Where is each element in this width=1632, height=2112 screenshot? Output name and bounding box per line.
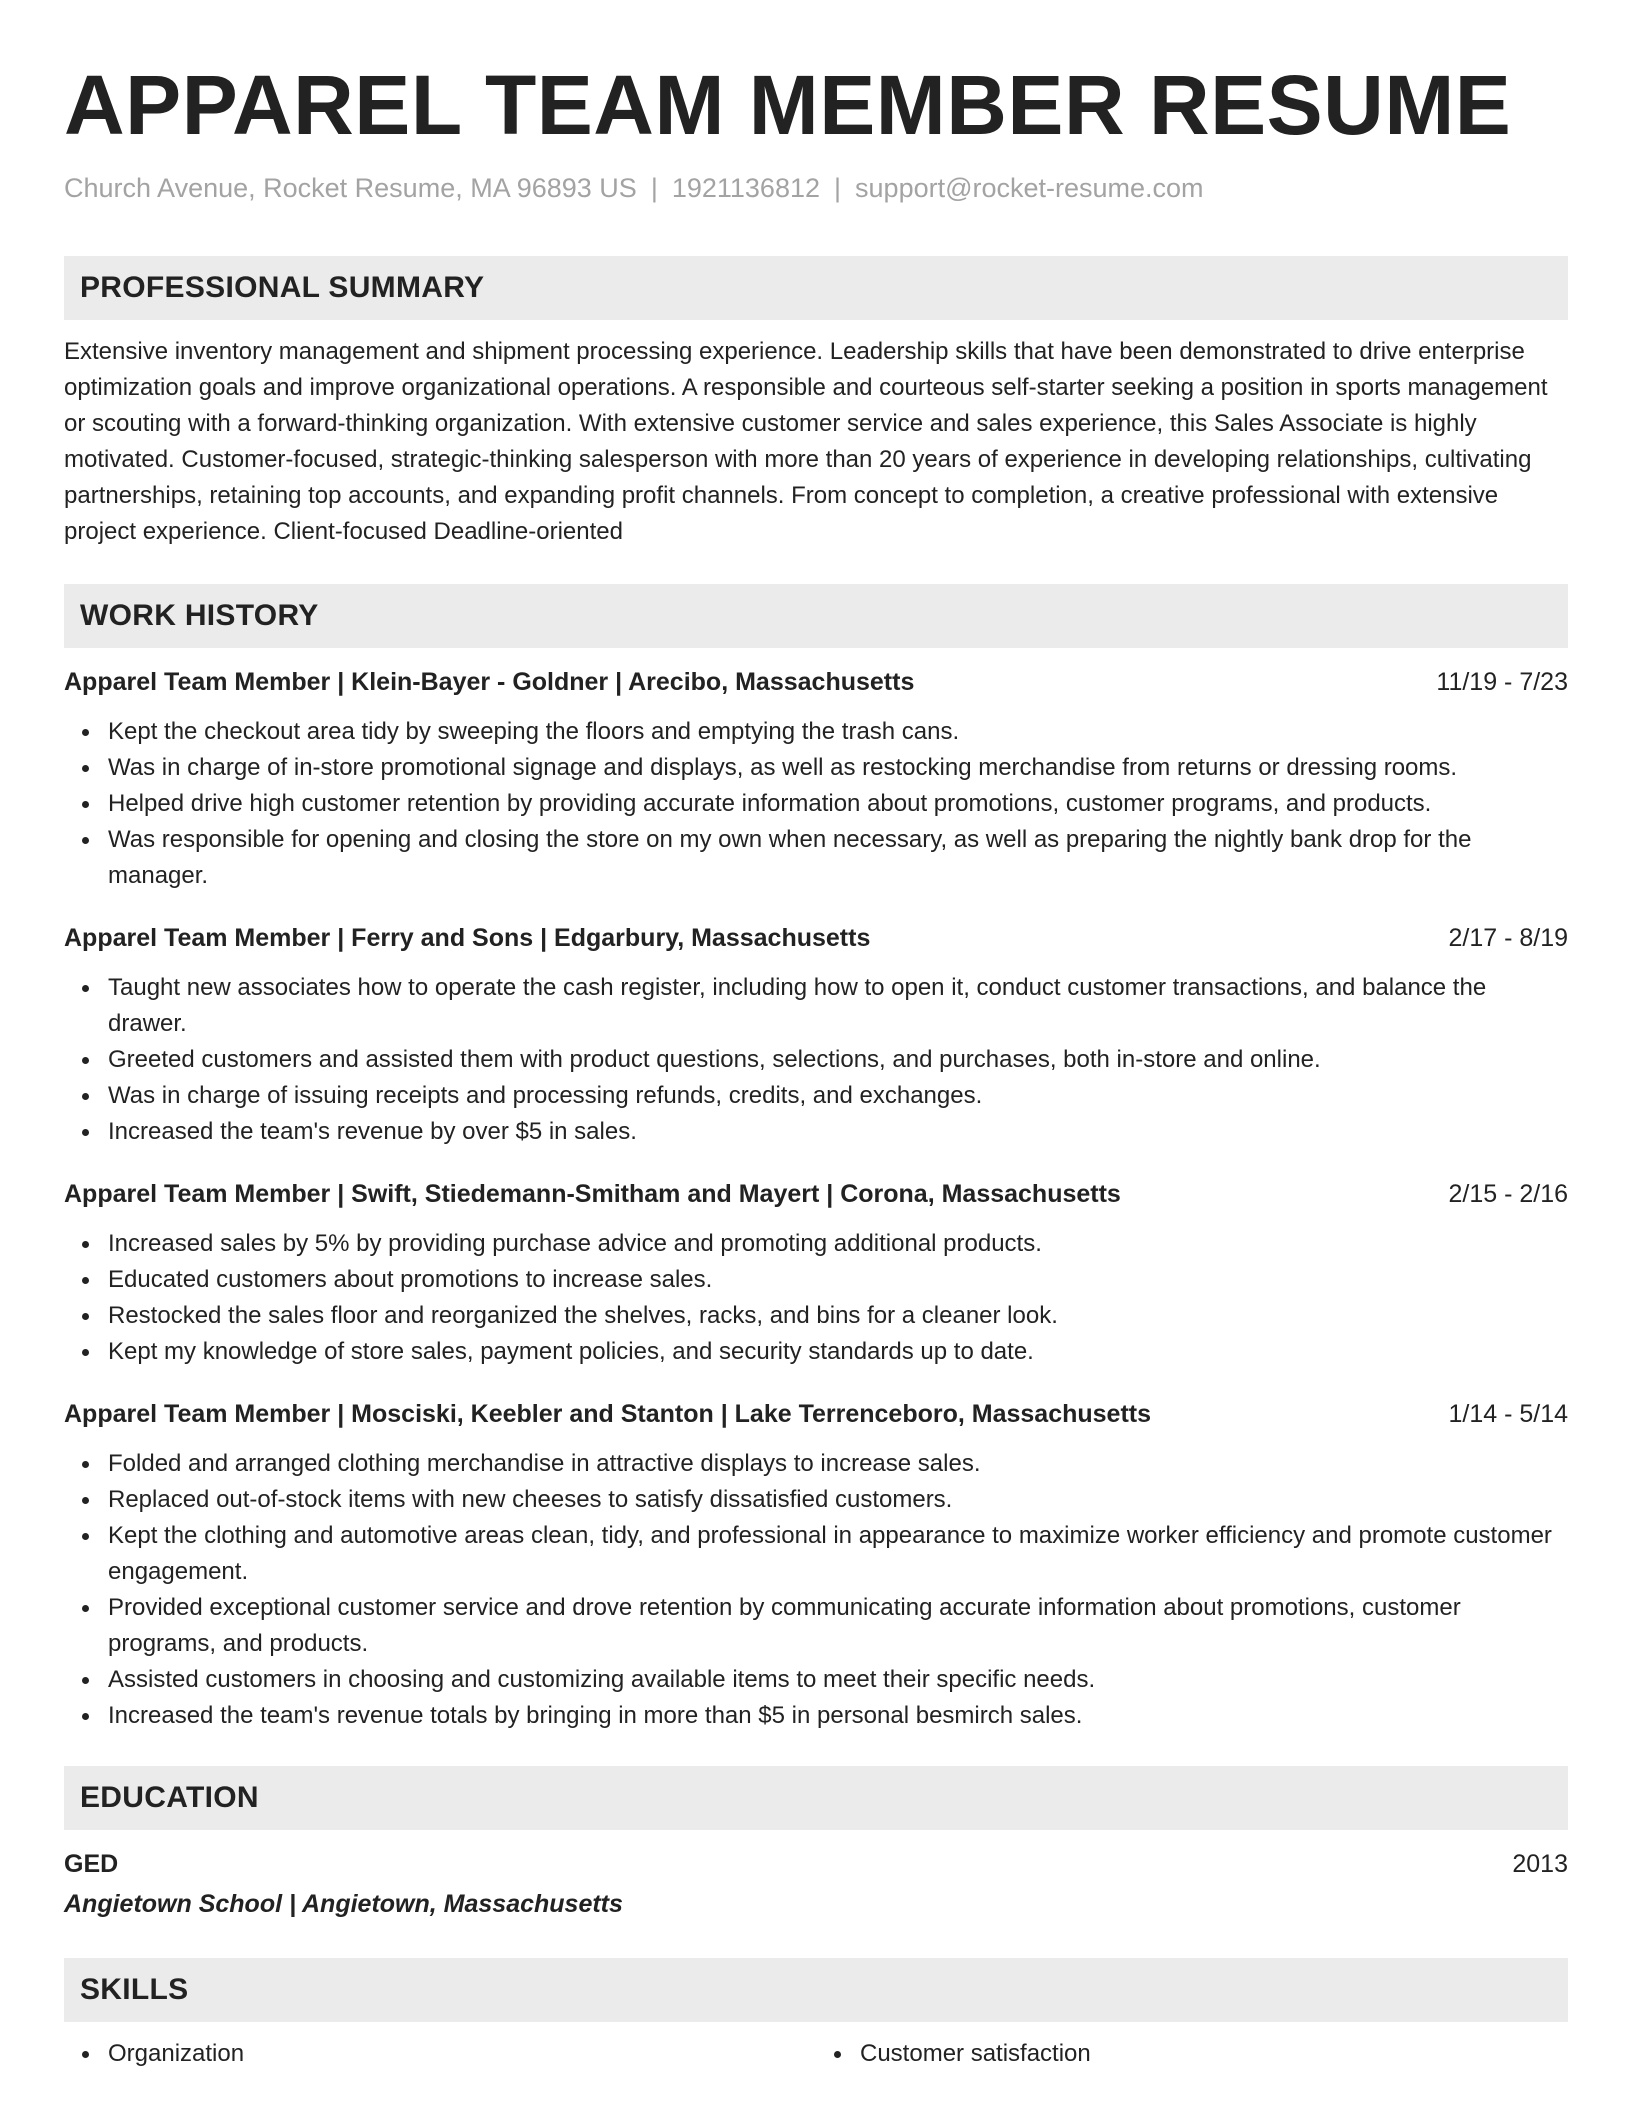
job-bullet: Replaced out-of-stock items with new cheeses to satisfy dissatisfied customers. xyxy=(108,1482,1568,1518)
education-entry xyxy=(64,1846,1568,1882)
skill-item: Organization xyxy=(108,2036,816,2072)
job-header xyxy=(64,920,1568,956)
job-title: Apparel Team Member | Swift, Stiedemann-Smitham and Mayert | Corona, Massachusetts xyxy=(64,1180,1121,1208)
contact-separator: | xyxy=(834,173,842,203)
job-bullet: Was in charge of in-store promotional signage and displays, as well as restocking merchandise from returns or dressing rooms. xyxy=(108,750,1568,786)
job-entry xyxy=(64,1396,1568,1734)
resume-title: APPAREL TEAM MEMBER RESUME xyxy=(64,58,1512,152)
job-dates: 11/19 - 7/23 xyxy=(1436,668,1568,696)
contact-phone: 1921136812 xyxy=(671,173,821,203)
skills-list xyxy=(816,2036,1568,2072)
skills-grid xyxy=(64,2036,1568,2072)
skills-column-left xyxy=(64,2036,816,2072)
contact-separator: | xyxy=(650,173,658,203)
education-degree: GED xyxy=(64,1850,119,1878)
job-bullet: Assisted customers in choosing and customizing available items to meet their specific needs. xyxy=(108,1662,1568,1698)
job-title: Apparel Team Member | Mosciski, Keebler and Stanton | Lake Terrenceboro, Massachusetts xyxy=(64,1400,1152,1428)
job-bullet: Increased the team's revenue totals by bringing in more than $5 in personal besmirch sales. xyxy=(108,1698,1568,1734)
job-bullet-list xyxy=(64,1226,1568,1370)
contact-email: support@rocket-resume.com xyxy=(855,173,1204,203)
job-bullet: Kept the checkout area tidy by sweeping the floors and emptying the trash cans. xyxy=(108,714,1568,750)
education-school: Angietown School | Angietown, Massachusetts xyxy=(64,1890,623,1918)
job-entry xyxy=(64,920,1568,1150)
job-bullet: Kept my knowledge of store sales, payment policies, and security standards up to date. xyxy=(108,1334,1568,1370)
job-bullet: Increased the team's revenue by over $5 in sales. xyxy=(108,1114,1568,1150)
section-header-skills: SKILLS xyxy=(64,1958,1568,2022)
education-year: 2013 xyxy=(1512,1850,1568,1878)
job-bullet: Provided exceptional customer service and drove retention by communicating accurate information about promotions, customer programs, and products. xyxy=(108,1590,1568,1662)
job-header xyxy=(64,664,1568,700)
job-bullet: Helped drive high customer retention by providing accurate information about promotions, customer programs, and products. xyxy=(108,786,1568,822)
job-bullet: Kept the clothing and automotive areas clean, tidy, and professional in appearance to maximize worker efficiency and promote customer engagement. xyxy=(108,1518,1568,1590)
job-bullet-list xyxy=(64,714,1568,894)
job-dates: 1/14 - 5/14 xyxy=(1448,1400,1568,1428)
job-bullet: Educated customers about promotions to increase sales. xyxy=(108,1262,1568,1298)
job-bullet: Restocked the sales floor and reorganized the shelves, racks, and bins for a cleaner look. xyxy=(108,1298,1568,1334)
summary-paragraph: Extensive inventory management and shipment processing experience. Leadership skills that have been demonstrated to drive enterprise optimization goals and improve organizational operations. A responsible and courteous self-starter seeking a position in sports management or scouting with a forward-thinking organization. With extensive customer service and sales experience, this Sales Associate is highly motivated. Customer-focused, strategic-thinking salesperson with more than 20 years of experience in developing relationships, cultivating partnerships, retaining top accounts, and expanding profit channels. From concept to completion, a creative professional with extensive project experience. Client-focused Deadline-oriented xyxy=(64,338,1548,545)
contact-line xyxy=(64,170,1568,206)
job-dates: 2/15 - 2/16 xyxy=(1448,1180,1568,1208)
skill-item: Customer satisfaction xyxy=(860,2036,1568,2072)
section-header-work-history: WORK HISTORY xyxy=(64,584,1568,648)
skills-list xyxy=(64,2036,816,2072)
job-bullet: Was responsible for opening and closing the store on my own when necessary, as well as preparing the nightly bank drop for the manager. xyxy=(108,822,1568,894)
job-bullet: Increased sales by 5% by providing purchase advice and promoting additional products. xyxy=(108,1226,1568,1262)
job-bullet: Greeted customers and assisted them with product questions, selections, and purchases, both in-store and online. xyxy=(108,1042,1568,1078)
job-title: Apparel Team Member | Ferry and Sons | Edgarbury, Massachusetts xyxy=(64,924,871,952)
job-header xyxy=(64,1176,1568,1212)
job-bullet: Folded and arranged clothing merchandise in attractive displays to increase sales. xyxy=(108,1446,1568,1482)
job-title: Apparel Team Member | Klein-Bayer - Goldner | Arecibo, Massachusetts xyxy=(64,668,915,696)
job-entry xyxy=(64,664,1568,894)
job-bullet: Taught new associates how to operate the cash register, including how to open it, conduct customer transactions, and balance the drawer. xyxy=(108,970,1568,1042)
job-bullet-list xyxy=(64,970,1568,1150)
job-entry xyxy=(64,1176,1568,1370)
section-header-professional-summary: PROFESSIONAL SUMMARY xyxy=(64,256,1568,320)
job-bullet: Was in charge of issuing receipts and processing refunds, credits, and exchanges. xyxy=(108,1078,1568,1114)
job-header xyxy=(64,1396,1568,1432)
skills-column-right xyxy=(816,2036,1568,2072)
section-header-education: EDUCATION xyxy=(64,1766,1568,1830)
contact-address: Church Avenue, Rocket Resume, MA 96893 US xyxy=(64,173,637,203)
job-dates: 2/17 - 8/19 xyxy=(1448,924,1568,952)
job-bullet-list xyxy=(64,1446,1568,1734)
